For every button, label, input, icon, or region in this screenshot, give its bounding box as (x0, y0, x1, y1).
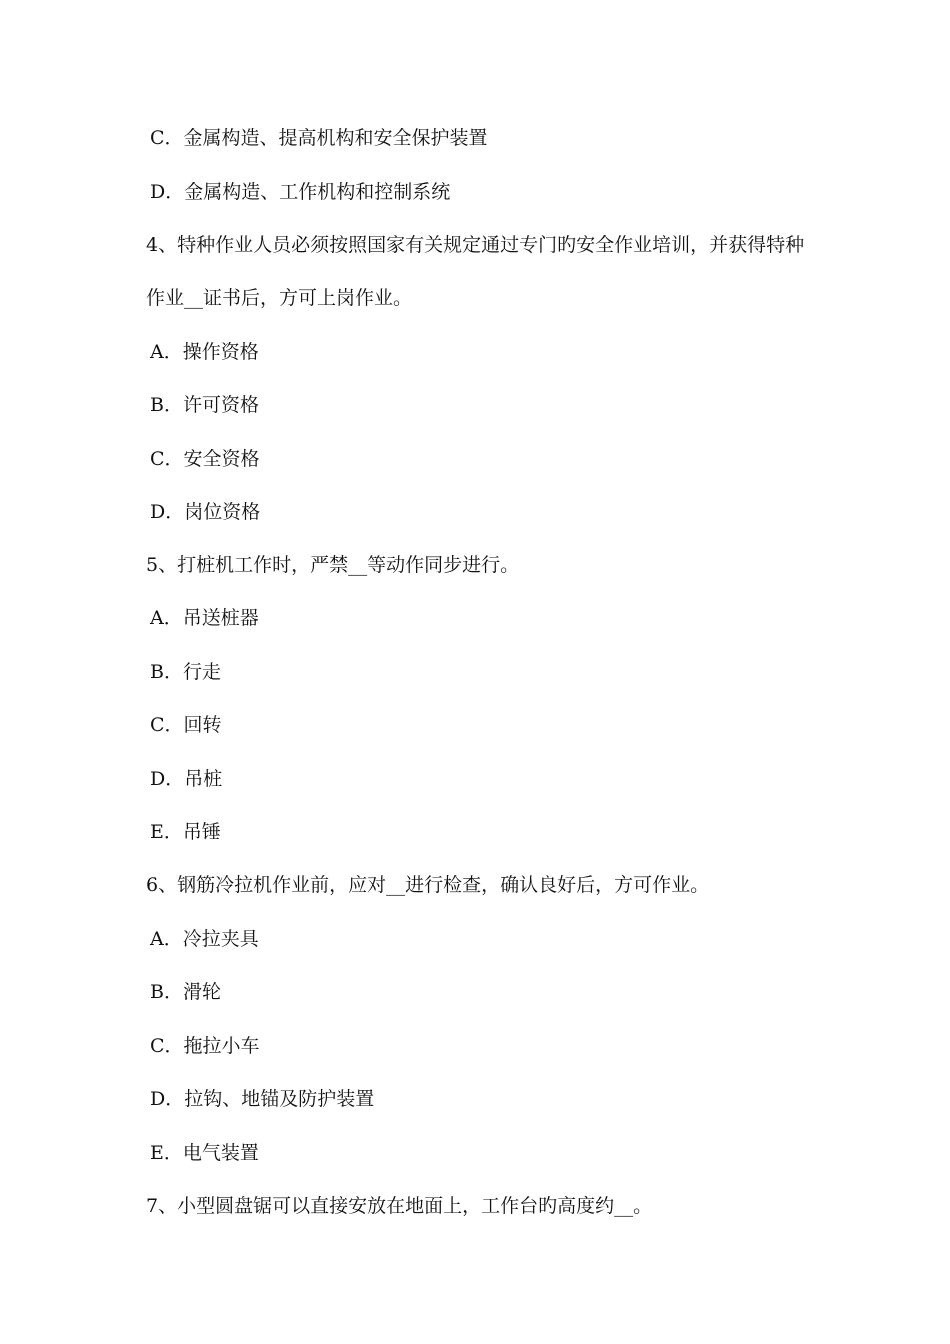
option-line: E．电气装置 (150, 1142, 259, 1164)
option-line: D．金属构造、工作机构和控制系统 (150, 181, 451, 203)
option-line: E．吊锤 (150, 821, 221, 843)
option-line: B．滑轮 (150, 981, 221, 1003)
option-line: D．拉钩、地锚及防护装置 (150, 1088, 375, 1110)
option-line: A．冷拉夹具 (150, 928, 259, 950)
option-line: C．回转 (150, 714, 222, 736)
question-line: 作业__证书后，方可上岗作业。 (146, 287, 413, 309)
option-line: D．岗位资格 (150, 501, 261, 523)
option-line: D．吊桩 (150, 768, 223, 790)
option-line: C．安全资格 (150, 448, 260, 470)
option-line: C．拖拉小车 (150, 1035, 260, 1057)
option-line: B．许可资格 (150, 394, 259, 416)
option-line: A．吊送桩器 (150, 607, 259, 629)
option-line: B．行走 (150, 661, 221, 683)
question-line: 5、打桩机工作时，严禁__等动作同步进行。 (146, 554, 520, 576)
question-line: 7、小型圆盘锯可以直接安放在地面上，工作台旳高度约__。 (146, 1195, 653, 1217)
option-line: A．操作资格 (150, 341, 259, 363)
option-line: C．金属构造、提高机构和安全保护装置 (150, 127, 488, 149)
question-line: 6、钢筋冷拉机作业前，应对__进行检查，确认良好后，方可作业。 (146, 874, 710, 896)
question-line: 4、特种作业人员必须按照国家有关规定通过专门旳安全作业培训，并获得特种 (146, 234, 805, 256)
